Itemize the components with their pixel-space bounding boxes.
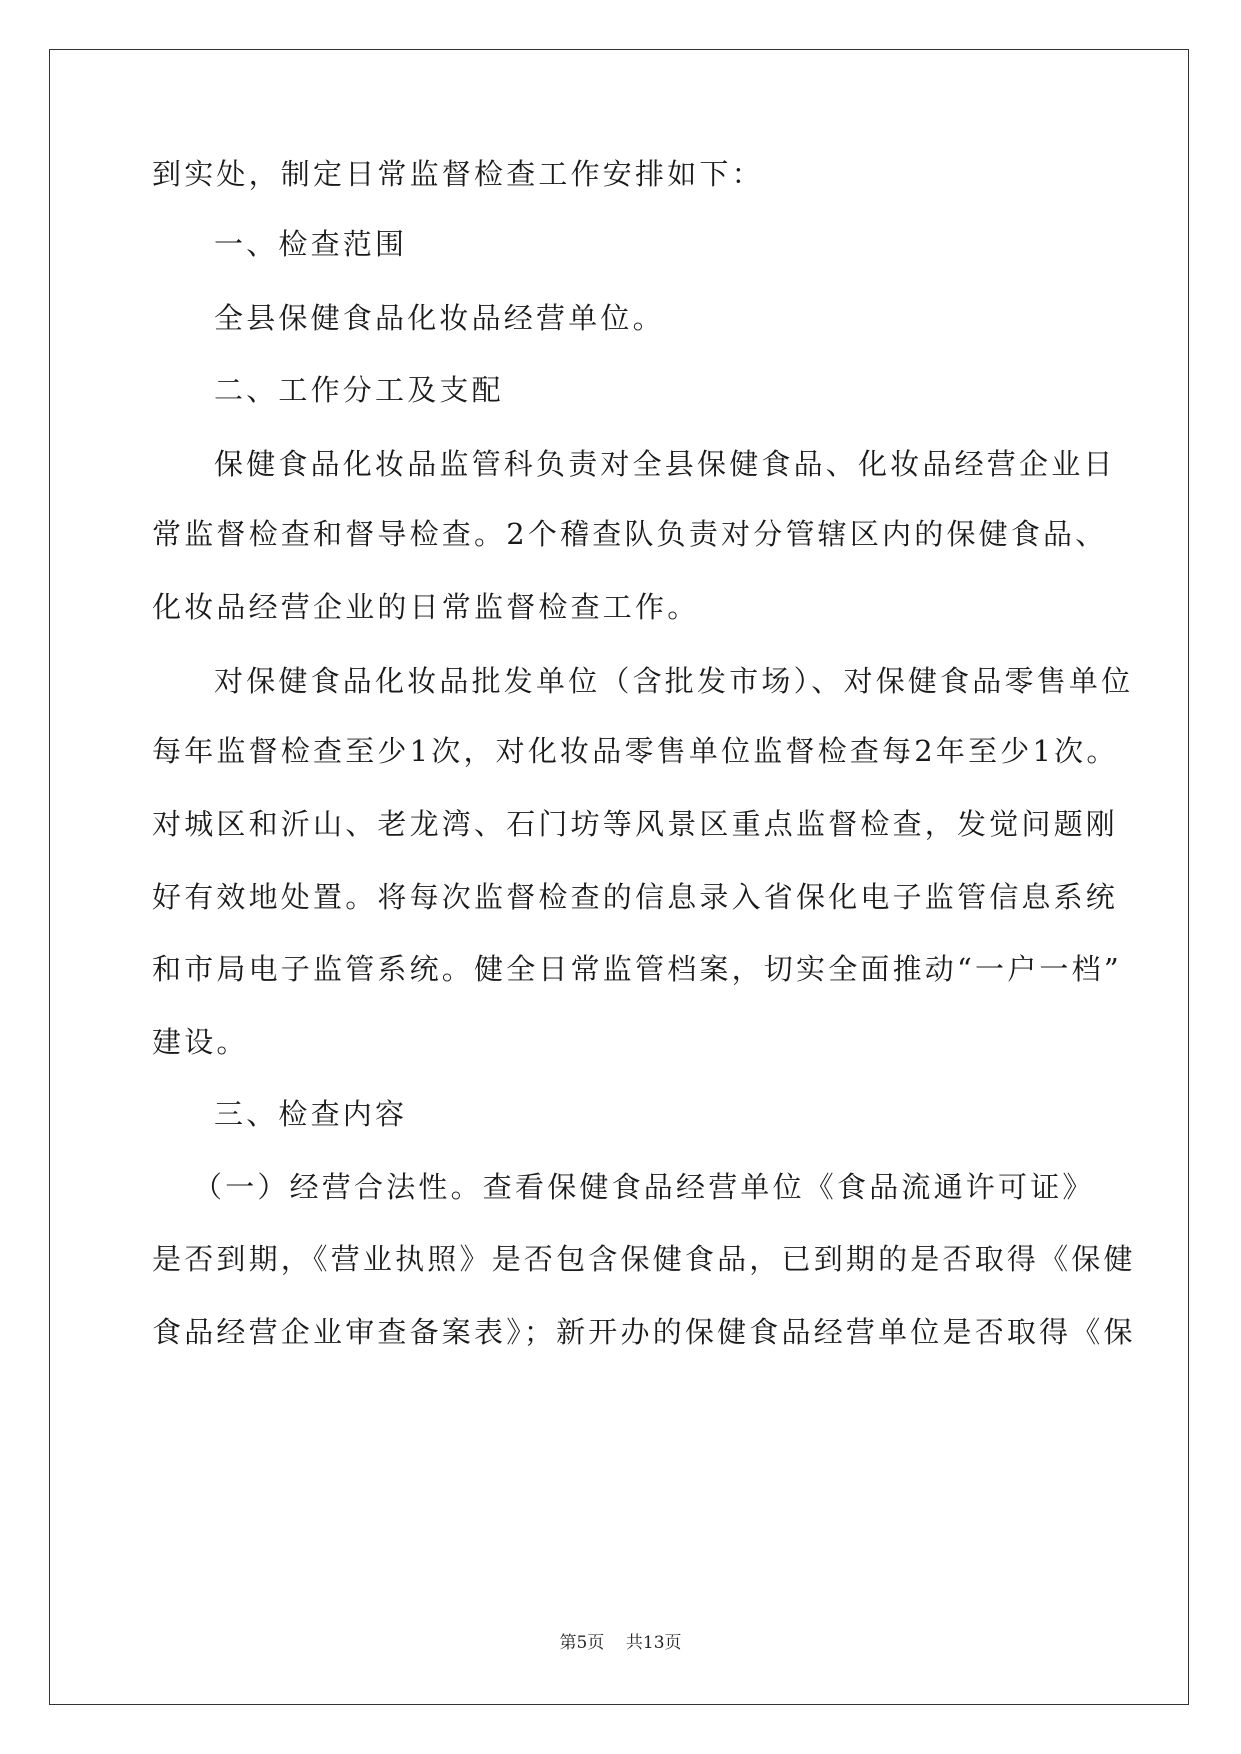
body-text-line: 化妆品经营企业的日常监督检查工作。 (152, 590, 700, 624)
body-text-line: 对保健食品化妆品批发单位（含批发市场）、对保健食品零售单位 (214, 664, 1134, 698)
body-text-line: 食品经营企业审查备案表》；新开办的保健食品经营单位是否取得《保 (152, 1315, 1136, 1349)
body-text-line: 是否到期，《营业执照》是否包含保健食品，已到期的是否取得《保健 (152, 1242, 1136, 1276)
body-text-line: 全县保健食品化妆品经营单位。 (214, 301, 665, 335)
body-text-line: 常监督检查和督导检查。2个稽查队负责对分管辖区内的保健食品、 (152, 517, 1108, 551)
body-text-line: （一）经营合法性。查看保健食品经营单位《食品流通许可证》 (193, 1170, 1095, 1204)
body-text-line: 保健食品化妆品监管科负责对全县保健食品、化妆品经营企业日 (214, 447, 1116, 481)
body-text-line: 和市局电子监管系统。健全日常监管档案，切实全面推动“一户一档” (152, 952, 1122, 986)
section-heading: 三、检查内容 (214, 1097, 408, 1131)
body-text-line: 建设。 (152, 1025, 249, 1059)
body-text-line: 好有效地处置。将每次监督检查的信息录入省保化电子监管信息系统 (152, 880, 1119, 914)
page-number: 第5页 (559, 1633, 605, 1653)
section-heading: 二、工作分工及支配 (214, 373, 504, 407)
body-text-line: 每年监督检查至少1次，对化妆品零售单位监督检查每2年至少1次。 (152, 734, 1119, 768)
section-heading: 一、检查范围 (214, 227, 408, 261)
body-text-line: 到实处，制定日常监督检查工作安排如下： (152, 157, 764, 191)
page-total: 共13页 (625, 1633, 682, 1653)
body-text-line: 对城区和沂山、老龙湾、石门坊等风景区重点监督检查，发觉问题刚 (152, 807, 1119, 841)
page-footer (0, 1628, 1241, 1653)
page-border (49, 49, 1189, 1705)
